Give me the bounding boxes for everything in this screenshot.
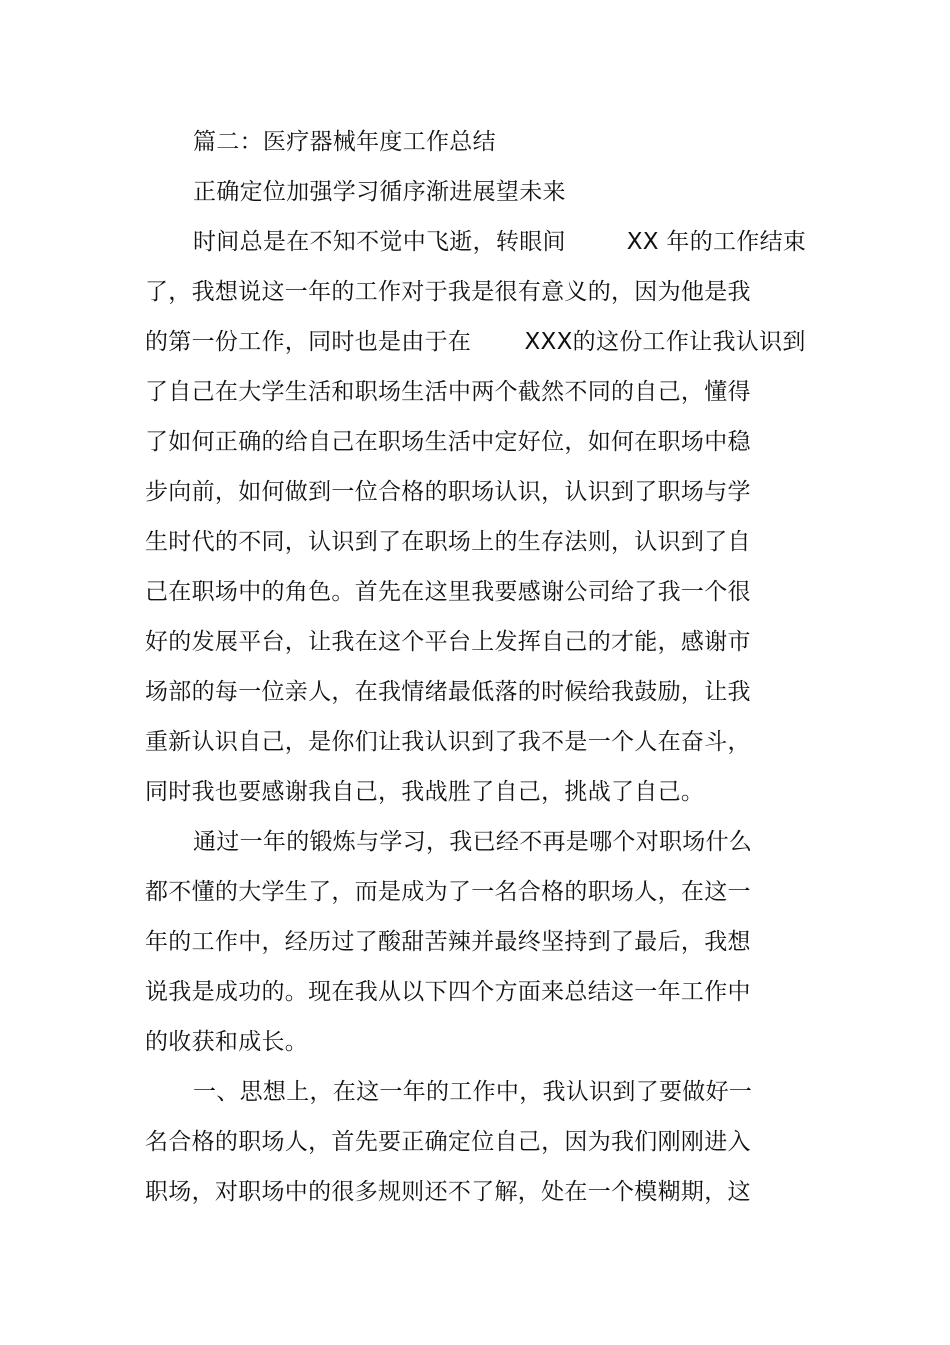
paragraph-line: 了如何正确的给自己在职场生活中定好位，如何在职场中稳 — [145, 429, 751, 455]
paragraph-line: 重新认识自己，是你们让我认识到了我不是一个人在奋斗， — [145, 729, 751, 755]
paragraph-line: 的收获和成长。 — [145, 1029, 309, 1055]
paragraph-line: 都不懂的大学生了，而是成为了一名合格的职场人，在这一 — [145, 879, 751, 905]
paragraph-line: 生时代的不同，认识到了在职场上的生存法则，认识到了自 — [145, 529, 751, 555]
paragraph-line: 时间总是在不知不觉中飞逝，转眼间 XX 年的工作结束 — [193, 229, 807, 255]
document-heading: 篇二：医疗器械年度工作总结 — [193, 129, 496, 155]
paragraph-line: 通过一年的锻炼与学习，我已经不再是哪个对职场什么 — [193, 829, 753, 855]
paragraph-line: 场部的每一位亲人，在我情绪最低落的时候给我鼓励，让我 — [145, 679, 751, 705]
paragraph-line: 的第一份工作，同时也是由于在 XXX的这份工作让我认识到 — [145, 329, 806, 355]
paragraph-line: 年的工作中，经历过了酸甜苦辣并最终坚持到了最后，我想 — [145, 929, 751, 955]
document-subheading: 正确定位加强学习循序渐进展望未来 — [193, 179, 566, 205]
paragraph-line: 步向前，如何做到一位合格的职场认识，认识到了职场与学 — [145, 479, 751, 505]
paragraph-line: 好的发展平台，让我在这个平台上发挥自己的才能，感谢市 — [145, 629, 751, 655]
paragraph-line: 同时我也要感谢我自己，我战胜了自己，挑战了自己。 — [145, 779, 705, 805]
paragraph-line: 名合格的职场人，首先要正确定位自己，因为我们刚刚进入 — [145, 1129, 751, 1155]
paragraph-line: 了自己在大学生活和职场生活中两个截然不同的自己，懂得 — [145, 379, 751, 405]
paragraph-line: 了，我想说这一年的工作对于我是很有意义的，因为他是我 — [145, 279, 751, 305]
paragraph-line: 说我是成功的。现在我从以下四个方面来总结这一年工作中 — [145, 979, 751, 1005]
paragraph-line: 己在职场中的角色。首先在这里我要感谢公司给了我一个很 — [145, 579, 751, 605]
paragraph-line: 一、思想上，在这一年的工作中，我认识到了要做好一 — [193, 1079, 753, 1105]
paragraph-line: 职场，对职场中的很多规则还不了解，处在一个模糊期，这 — [145, 1179, 751, 1205]
